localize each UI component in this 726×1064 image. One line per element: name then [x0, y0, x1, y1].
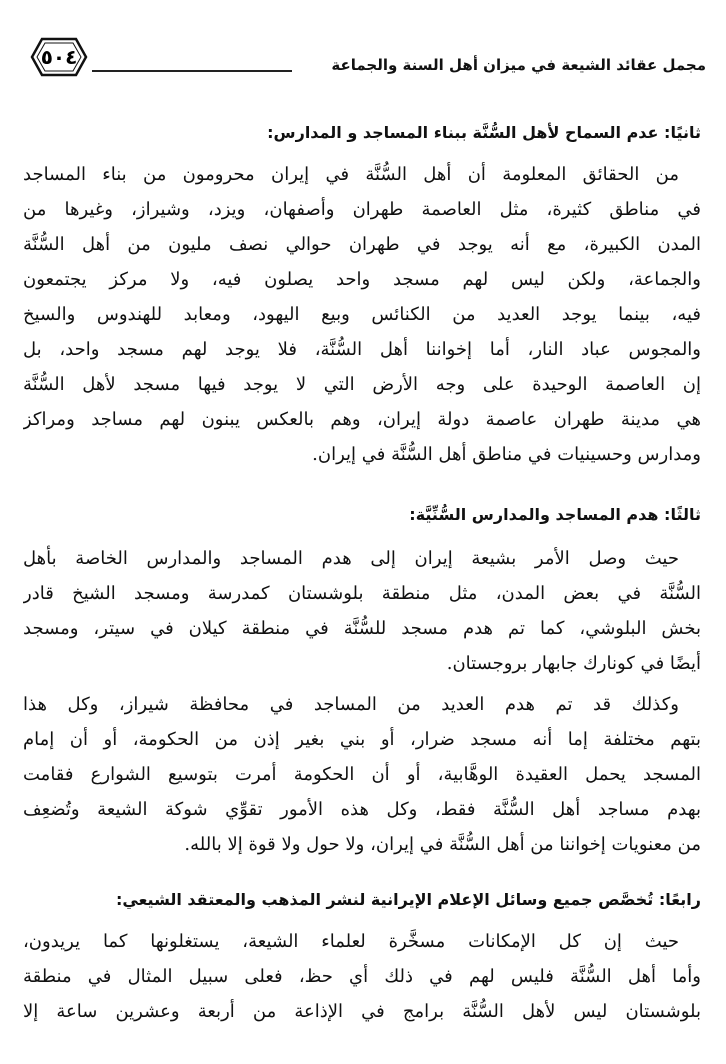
running-title: مجمل عقائد الشيعة في ميزان أهل السنة والجماعة: [331, 56, 706, 74]
paragraph-line: أيضًا في كونارك جابهار بروجستان.: [446, 653, 701, 674]
paragraph-line: وأما أهل السُّنَّة فليس لهم في ذلك أي حظ، فعلى سبيل المثال في منطقة: [23, 966, 701, 987]
paragraph-line: وكذلك قد تم هدم العديد من المساجد في محافظة شيراز، وكل هذا: [23, 694, 679, 715]
paragraph-line: المدن الكبيرة، مع أنه يوجد في طهران حوالي نصف مليون من أهل السُّنَّة: [23, 234, 701, 255]
paragraph-line: بتهم مختلفة إما أنه مسجد ضرار، أو بني بغير إذن من الحكومة، أو أن إمام: [23, 729, 701, 750]
paragraph-line: من الحقائق المعلومة أن أهل السُّنَّة في إيران محرومون من بناء المساجد: [23, 164, 679, 185]
paragraph-line: بخش البلوشي، كما تم هدم مسجد للسُّنَّة في منطقة كيلان في سيتر، ومسجد: [23, 618, 701, 639]
paragraph-line: ومدارس وحسينيات في مناطق أهل السُّنَّة في إيران.: [312, 444, 701, 465]
paragraph-line: حيث إن كل الإمكانات مسخَّرة لعلماء الشيعة، يستغلونها كما يريدون،: [23, 931, 679, 952]
paragraph-line: إن العاصمة الوحيدة على وجه الأرض التي لا يوجد فيها مسجد لأهل السُّنَّة: [23, 374, 701, 395]
section-heading-4: رابعًا: تُخصَّص جميع وسائل الإعلام الإيرانية لنشر المذهب والمعتقد الشيعي:: [115, 890, 701, 909]
paragraph-line: هي مدينة طهران عاصمة دولة إيران، وهم بالعكس يبنون لهم مساجد ومراكز: [23, 409, 701, 430]
paragraph-line: فيه، بينما يوجد العديد من الكنائس وبيع اليهود، ومعابد للهندوس والسيخ: [23, 304, 701, 325]
paragraph-line: المسجد يحمل العقيدة الوهَّابية، أو أن الحكومة أمرت بتوسيع الشوارع فقامت: [23, 764, 701, 785]
paragraph-line: حيث وصل الأمر بشيعة إيران إلى هدم المساجد والمدارس الخاصة بأهل: [23, 548, 679, 569]
paragraph-line: بهدم مساجد أهل السُّنَّة فقط، وكل هذه الأمور تقوِّي شوكة الشيعة وتُضعِف: [23, 799, 701, 820]
paragraph-line: في مناطق كثيرة، مثل العاصمة طهران وأصفهان، ويزد، وشيراز، وغيرها من: [23, 199, 701, 220]
paragraph-line: والمجوس عباد النار، أما إخواننا أهل السُّنَّة، فلا يوجد لهم مسجد واحد، بل: [23, 339, 701, 360]
paragraph-line: السُّنَّة في بعض المدن، مثل منطقة بلوشستان كمدرسة ومسجد الشيخ قادر: [23, 583, 701, 604]
paragraph-line: من معنويات إخواننا من أهل السُّنَّة في إيران، ولا حول ولا قوة إلا بالله.: [184, 834, 701, 855]
section-heading-3: ثالثًا: هدم المساجد والمدارس السُّنِّيَّة:: [409, 505, 701, 524]
paragraph-line: والجماعة، ولكن ليس لهم مسجد واحد يصلون فيه، ولا مركز يجتمعون: [23, 269, 701, 290]
paragraph-line: بلوشستان ليس لأهل السُّنَّة برامج في الإذاعة من أربعة وعشرين ساعة إلا: [23, 1001, 701, 1022]
section-heading-2: ثانيًا: عدم السماح لأهل السُّنَّة ببناء المساجد و المدارس:: [267, 123, 701, 142]
page-number: ٥٠٤: [40, 45, 78, 69]
